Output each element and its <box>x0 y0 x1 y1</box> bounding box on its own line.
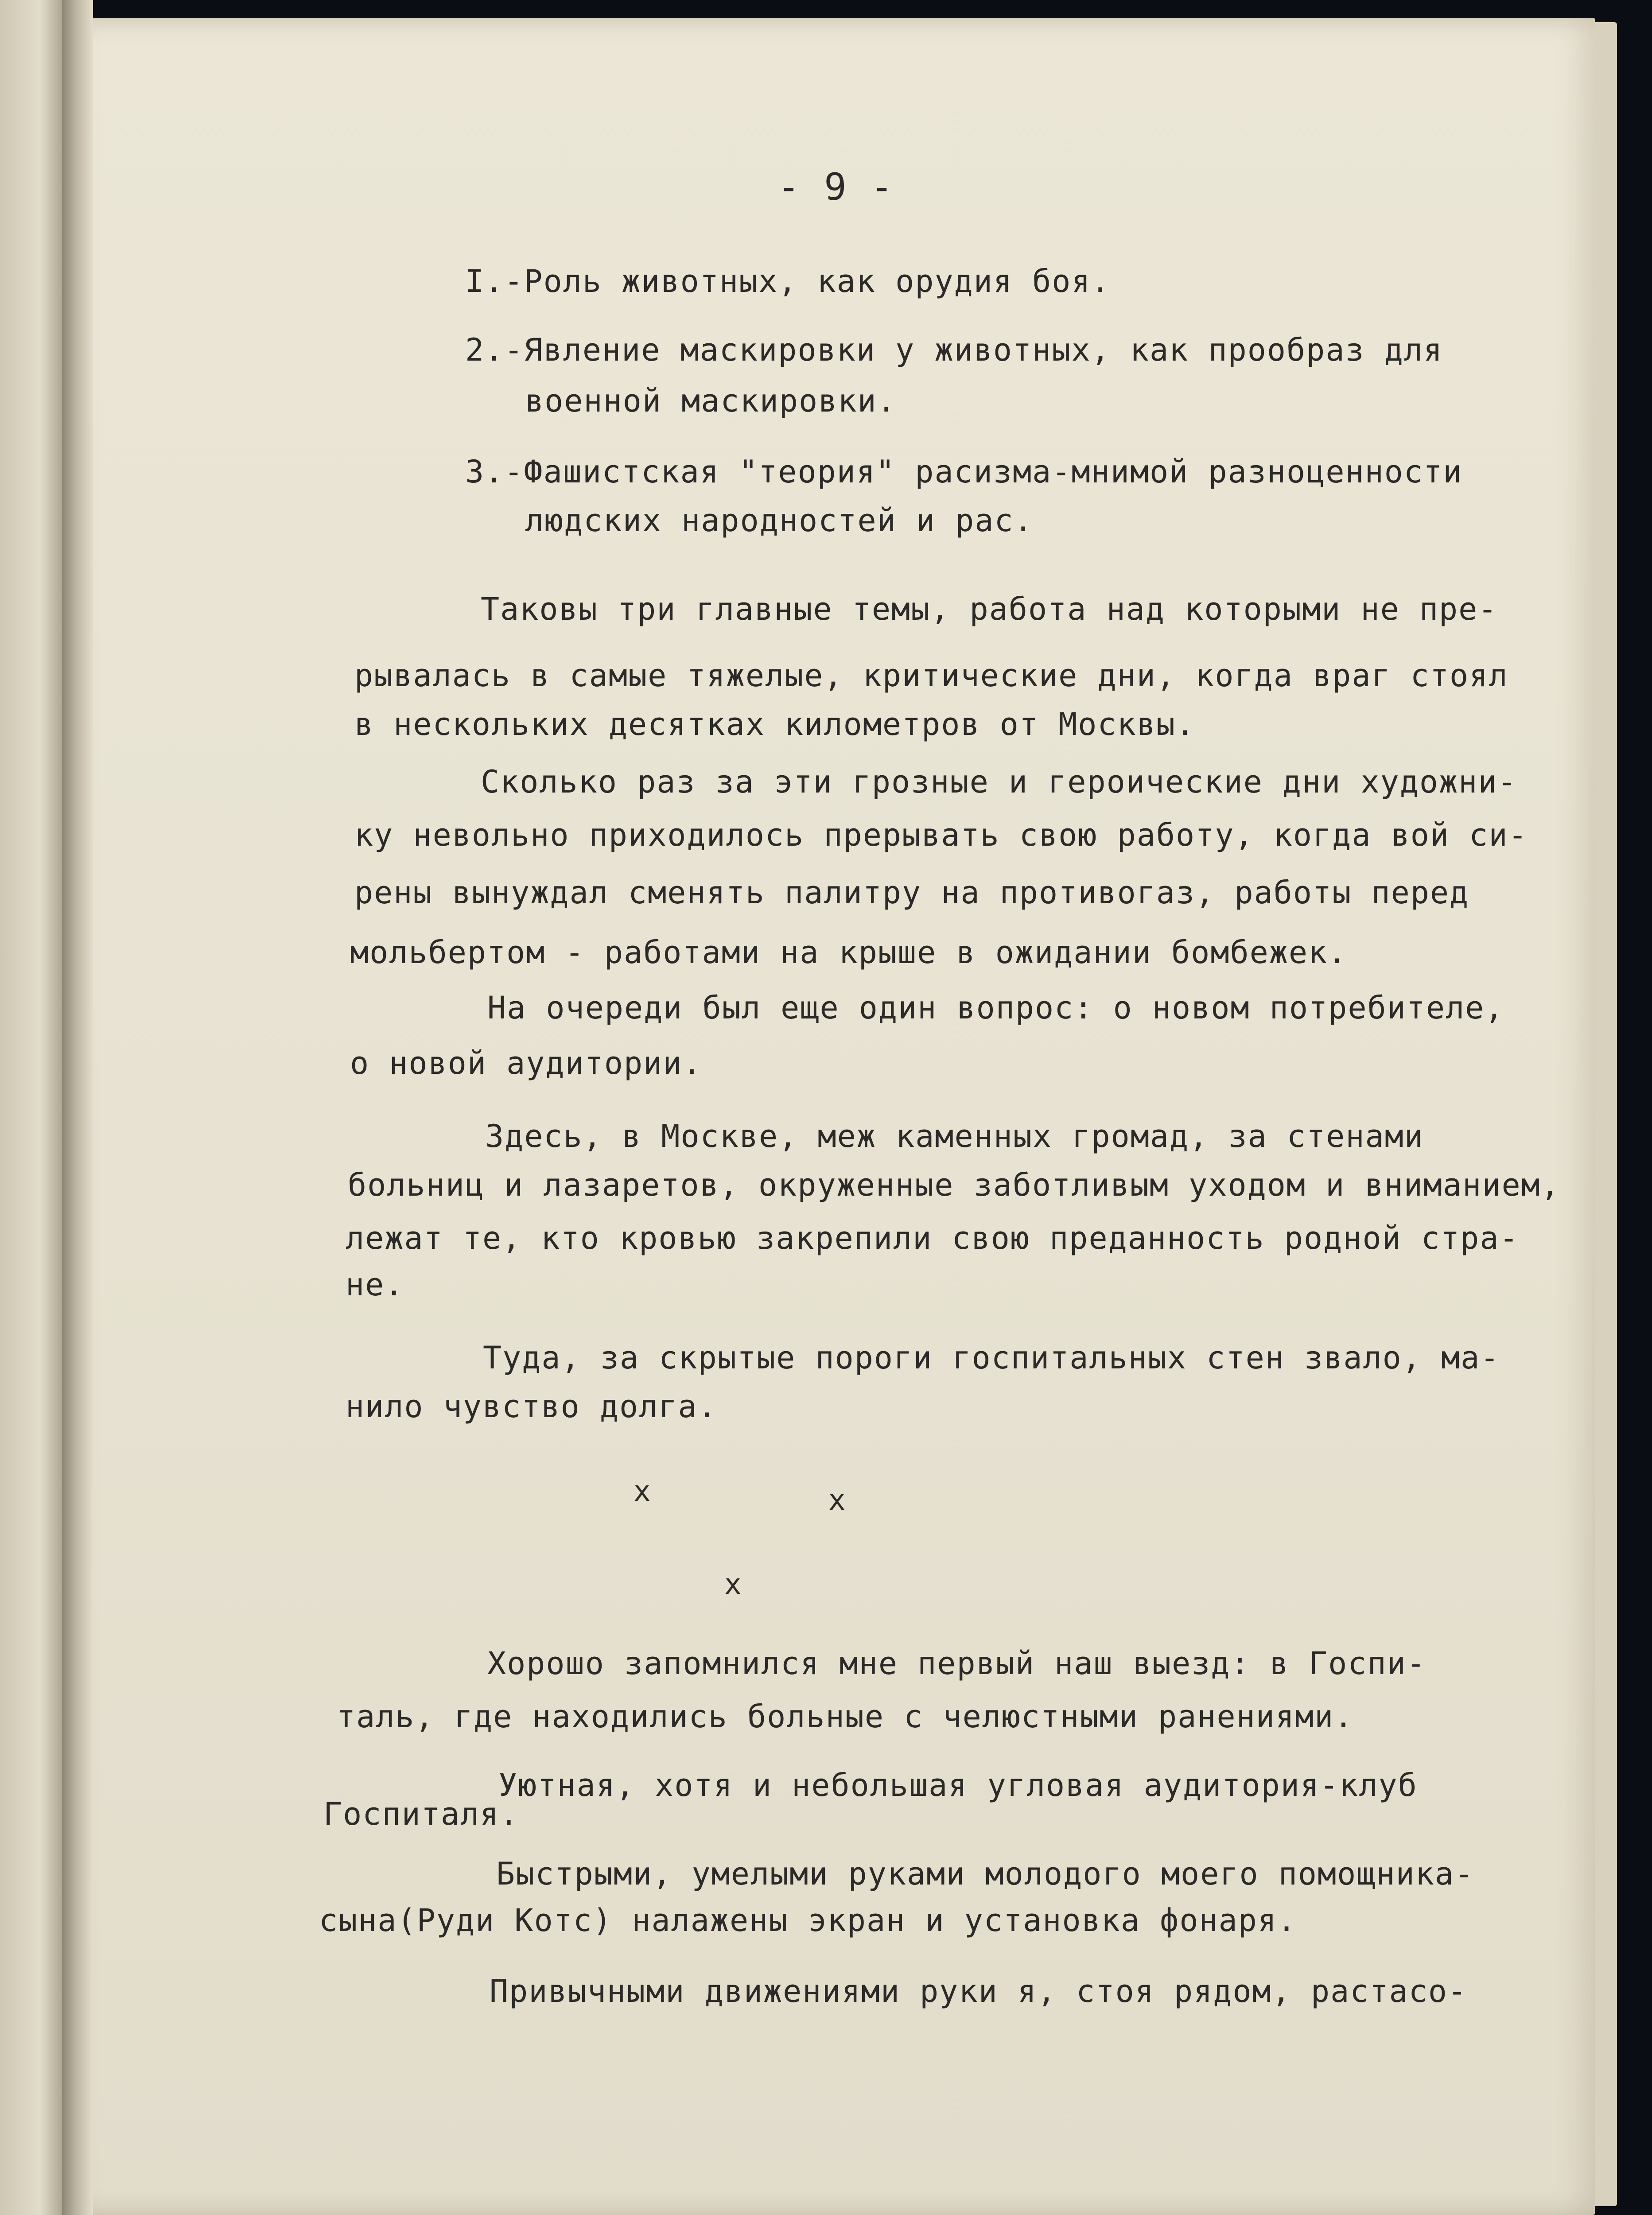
list-item: I.-Роль животных, как орудия боя. <box>465 263 1111 299</box>
body-line: рены вынуждал сменять палитру на противогаз, работы перед <box>354 874 1469 911</box>
body-line: Таковы три главные темы, работа над которыми не пре- <box>481 591 1498 627</box>
list-item: 2.-Явление маскировки у животных, как прообраз для <box>465 332 1443 368</box>
page-number: - 9 - <box>777 165 894 209</box>
body-line: На очереди был еще один вопрос: о новом потребителе, <box>487 990 1504 1026</box>
list-item: людских народностей и рас. <box>525 502 1034 539</box>
body-line: нило чувство долга. <box>346 1388 717 1425</box>
closing-line: сына(Руди Котс) налажены экран и установка фонаря. <box>319 1902 1297 1939</box>
closing-line: Уютная, хотя и небольшая угловая аудитория-клуб <box>498 1767 1418 1803</box>
closing-line: Госпиталя. <box>323 1796 519 1832</box>
closing-line: Быстрыми, умелыми руками молодого моего помощника- <box>496 1856 1474 1892</box>
list-item: военной маскировки. <box>525 383 897 419</box>
body-line: Здесь, в Москве, меж каменных громад, за стенами <box>485 1118 1424 1154</box>
body-line: Сколько раз за эти грозные и героические дни художни- <box>481 764 1517 800</box>
body-line: Туда, за скрытые пороги госпитальных стен звало, ма- <box>483 1340 1500 1376</box>
closing-line: таль, где находились больные с челюстными ранениями. <box>337 1698 1354 1735</box>
separator-mark: x <box>634 1475 652 1508</box>
body-line: не. <box>346 1267 404 1303</box>
list-item: 3.-Фашистская "теория" расизма-мнимой разноценности <box>465 454 1463 490</box>
closing-line: Привычными движениями руки я, стоя рядом, растасо- <box>490 1973 1468 2009</box>
body-line: больниц и лазаретов, окруженные заботливым уходом и вниманием, <box>348 1167 1560 1203</box>
body-line: ку невольно приходилось прерывать свою работу, когда вой си- <box>354 817 1528 853</box>
body-line: лежат те, кто кровью закрепили свою преданность родной стра- <box>346 1220 1519 1256</box>
closing-line: Хорошо запомнился мне первый наш выезд: в Госпи- <box>487 1645 1426 1682</box>
separator-mark: x <box>724 1568 742 1601</box>
body-line: о новой аудитории. <box>350 1045 702 1081</box>
body-line: мольбертом - работами на крыше в ожидании бомбежек. <box>350 934 1348 971</box>
body-line: рывалась в самые тяжелые, критические дни, когда враг стоял <box>354 657 1508 694</box>
separator-mark: x <box>828 1484 847 1517</box>
body-line: в нескольких десятках километров от Москвы. <box>354 706 1196 742</box>
